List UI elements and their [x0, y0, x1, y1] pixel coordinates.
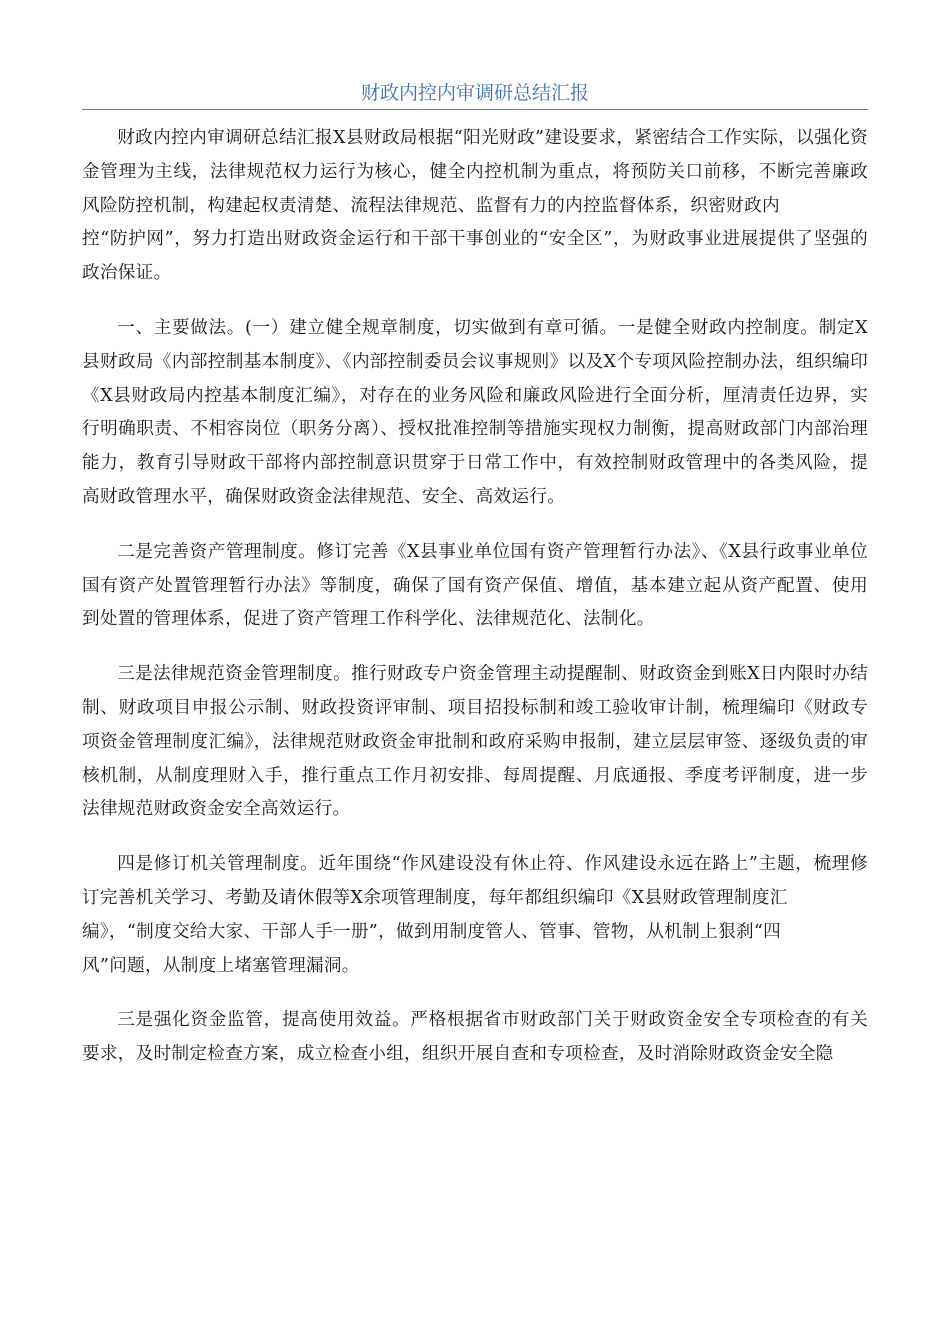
title-underline — [82, 109, 868, 110]
paragraph-fund-management: 三是法律规范资金管理制度。推行财政专户资金管理主动提醒制、财政资金到账X日内限时办结制、财政项目申报公示制、财政投资评审制、项目招投标制和竣工验收审计制，梳理编印《财政专项资金管理制度汇编》，法律规范财政资金审批制和政府采购申报制，建立层层审签、逐级负责的审核机制，从制度理财入手，推行重点工作月初安排、每周提醒、月底通报、季度考评制度，进一步法律规范财政资金安全高效运行。 — [82, 664, 868, 820]
paragraph-intro: 财政内控内审调研总结汇报X县财政局根据“阳光财政”建设要求，紧密结合工作实际，以强化资金管理为主线，法律规范权力运行为核心，健全内控机制为重点，将预防关口前移，不断完善廉政风险防控机制，构建起权责清楚、流程法律规范、监督有力的内控监督体系，织密财政内 控“防护网”，努力打造出财政资金运行和干部干事创业的“安全区”，为财政事业进展提供了坚强的政治保证。 — [82, 128, 868, 284]
document-title: 财政内控内审调研总结汇报 — [360, 82, 589, 104]
paragraph-fund-supervision: 三是强化资金监管，提高使用效益。严格根据省市财政部门关于财政资金安全专项检查的有关要求，及时制定检查方案，成立检查小组，组织开展自查和专项检查，及时消除财政资金安全隐 — [82, 1010, 868, 1065]
document-body — [82, 122, 868, 1093]
paragraph-office-management: 四是修订机关管理制度。近年围绕“作风建设没有休止符、作风建设永远在路上”主题，梳理修订完善机关学习、考勤及请休假等X余项管理制度，每年都组织编印《X县财政管理制度汇 编》，“制度交给大家、干部人手一册”，做到用制度管人、管事、管物，从机制上狠刹“四 风”问题，从制度上堵塞管理漏洞。 — [82, 854, 868, 976]
paragraph-main-practices: 一、主要做法。(一）建立健全规章制度，切实做到有章可循。一是健全财政内控制度。制定X县财政局《内部控制基本制度》、《内部控制委员会议事规则》以及X个专项风险控制办法，组织编印《X县财政局内控基本制度汇编》，对存在的业务风险和廉政风险进行全面分析，厘清责任边界，实行明确职责、不相容岗位（职务分离）、授权批准控制等措施实现权力制衡，提高财政部门内部治理能力，教育引导财政干部将内部控制意识贯穿于日常工作中，有效控制财政管理中的各类风险，提高财政管理水平，确保财政资金法律规范、安全、高效运行。 — [82, 317, 868, 507]
paragraph-asset-management: 二是完善资产管理制度。修订完善《X县事业单位国有资产管理暂行办法》、《X县行政事业单位国有资产处置管理暂行办法》等制度，确保了国有资产保值、增值，基本建立起从资产配置、使用到处置的管理体系，促进了资产管理工作科学化、法律规范化、法制化。 — [82, 541, 868, 630]
